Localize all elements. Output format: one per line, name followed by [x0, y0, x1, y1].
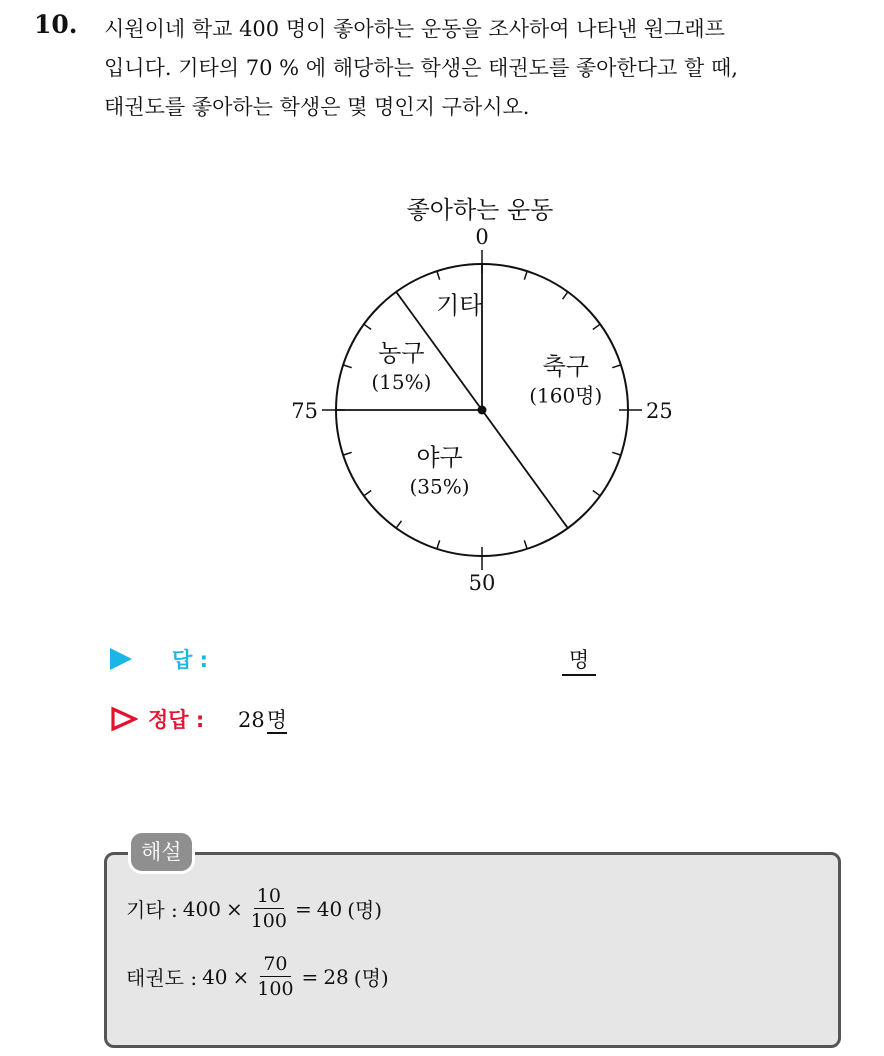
sol1-eq: = [294, 896, 312, 921]
solution-box [104, 852, 841, 1048]
correct-answer-row [110, 700, 610, 740]
play-triangle-icon [110, 648, 132, 670]
slice-boundary [482, 410, 568, 528]
sol1-a: 400 [182, 896, 221, 921]
scale-tick [343, 365, 352, 368]
sol1-numerator: 10 [254, 884, 284, 909]
scale-label: 0 [475, 225, 489, 249]
scale-tick [364, 324, 371, 329]
sol1-result: 40 [316, 896, 343, 921]
correct-value [238, 704, 287, 734]
sol1-unit: (명) [347, 898, 383, 922]
pie-chart [270, 180, 690, 600]
sol2-a: 40 [202, 964, 228, 989]
scale-tick [396, 521, 401, 528]
scale-label: 25 [646, 399, 673, 423]
pie-center-dot [478, 406, 487, 415]
scale-label: 50 [468, 571, 496, 595]
scale-tick [593, 491, 600, 496]
answer-label: 답 : [172, 648, 208, 672]
sol1-denominator: 100 [250, 910, 287, 932]
question-line-2: 입니다. 기타의 70 % 에 해당하는 학생은 태권도를 좋아한다고 할 때, [104, 56, 738, 80]
sol2-prefix: 태권도 : [126, 966, 198, 990]
scale-tick [612, 365, 621, 368]
sol2-unit: (명) [353, 966, 389, 990]
slice-name: 기타 [436, 291, 483, 320]
sol1-prefix: 기타 : [126, 898, 178, 922]
sol2-denominator: 100 [257, 978, 294, 1000]
answer-row [110, 640, 610, 680]
sol1-op: × [225, 896, 243, 921]
scale-tick [612, 452, 621, 455]
sol2-result: 28 [323, 964, 349, 989]
sol2-op: × [232, 964, 250, 989]
sol2-eq: = [301, 964, 319, 989]
correct-label: 정답 : [148, 708, 205, 732]
slice-name: 농구 [378, 338, 425, 367]
scale-tick [437, 540, 440, 549]
question-number: 10. [34, 10, 78, 39]
solution-line-1 [126, 884, 382, 933]
answer-blank-unit: 명 [562, 644, 596, 676]
solution-line-2 [126, 952, 389, 1001]
question-line-1: 시원이네 학교 400 명이 좋아하는 운동을 조사하여 나타낸 원그래프 [104, 17, 725, 41]
question-text [104, 10, 874, 127]
scale-tick [563, 292, 568, 299]
scale-tick [593, 324, 600, 329]
slice-name: 야구 [416, 443, 463, 472]
sol1-fraction [251, 884, 287, 933]
slice-name: 축구 [542, 352, 589, 381]
correct-number: 28 [238, 708, 265, 732]
scale-label: 75 [291, 399, 318, 423]
outline-triangle-icon [110, 706, 138, 732]
scale-tick [437, 271, 440, 280]
question-line-3: 태권도를 좋아하는 학생은 몇 명인지 구하시오. [104, 95, 530, 119]
scale-tick [524, 540, 527, 549]
chart-title: 좋아하는 운동 [406, 196, 554, 224]
slice-label: (160명) [529, 383, 603, 408]
scale-tick [524, 271, 527, 280]
correct-unit: 명 [266, 708, 288, 732]
scale-tick [343, 452, 352, 455]
scale-tick [364, 491, 371, 496]
pie-svg [270, 180, 690, 600]
slice-label: (15%) [371, 369, 432, 394]
slice-label: (35%) [409, 474, 470, 499]
sol2-fraction [257, 952, 293, 1001]
solution-tag: 해설 [128, 830, 195, 874]
sol2-numerator: 70 [260, 952, 290, 977]
